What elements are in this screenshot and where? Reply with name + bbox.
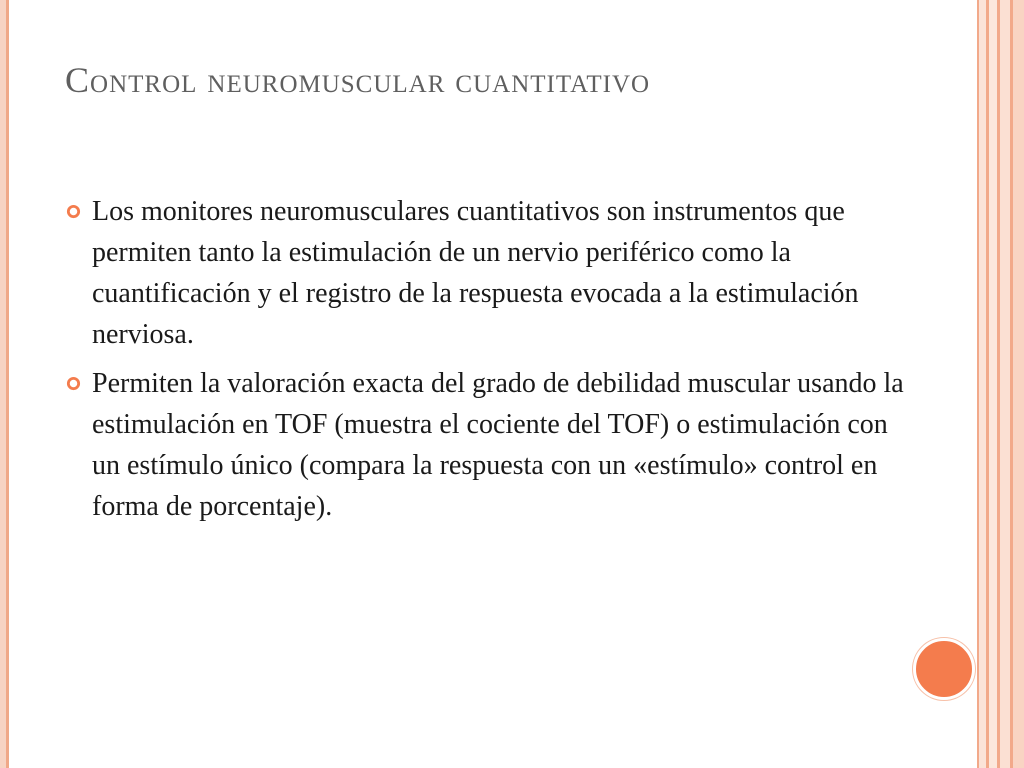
bullet-ring-icon — [66, 376, 81, 391]
bullet-text: Permiten la valoración exacta del grado de debilidad muscular usando la estimulación en TOF (muestra el cociente del TOF) o estimulación con un estímulo único (compara la respuesta con un «estímulo» control en forma de porcentaje). — [92, 368, 904, 522]
list-item — [66, 191, 906, 355]
right-stripes-decoration — [977, 0, 1024, 768]
list-item — [66, 363, 906, 527]
orange-circle-decoration — [913, 638, 975, 700]
bullet-list — [66, 191, 906, 535]
left-border-decoration — [0, 0, 9, 768]
bullet-ring-icon — [66, 204, 81, 219]
slide-title: Control neuromuscular cuantitativo — [65, 60, 651, 100]
bullet-text: Los monitores neuromusculares cuantitativos son instrumentos que permiten tanto la estimulación de un nervio periférico como la cuantificación y el registro de la respuesta evocada a la estimulación nerviosa. — [92, 196, 859, 350]
